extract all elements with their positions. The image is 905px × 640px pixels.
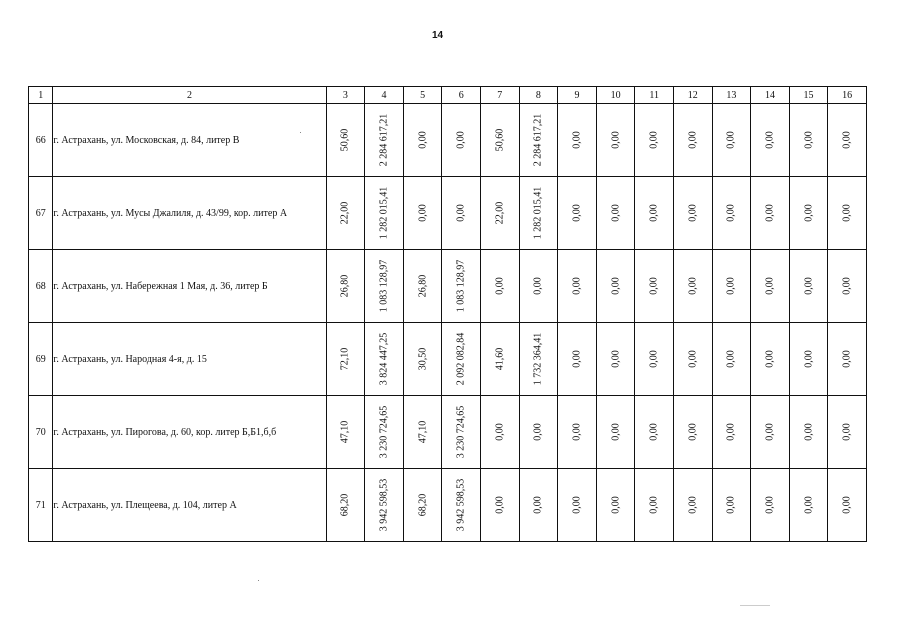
column-header: 3 xyxy=(326,87,365,104)
value-text: 0,00 xyxy=(610,423,622,441)
table-row xyxy=(29,469,867,542)
value-cell xyxy=(789,396,828,469)
value-text: 0,00 xyxy=(571,204,583,222)
value-cell xyxy=(751,250,790,323)
row-number: 67 xyxy=(29,177,53,250)
value-text: 2 284 617,21 xyxy=(532,113,544,167)
value-cell xyxy=(442,104,481,177)
value-text: 0,00 xyxy=(610,204,622,222)
value-cell xyxy=(673,250,712,323)
scan-speck xyxy=(300,132,301,133)
address-cell: г. Астрахань, ул. Московская, д. 84, литер В xyxy=(53,104,326,177)
value-text: 0,00 xyxy=(764,204,776,222)
data-table xyxy=(28,86,867,542)
value-text: 0,00 xyxy=(803,496,815,514)
value-text: 2 284 617,21 xyxy=(378,113,390,167)
value-text: 68,20 xyxy=(417,493,429,517)
value-cell xyxy=(635,323,674,396)
table-row xyxy=(29,104,867,177)
column-header: 15 xyxy=(789,87,828,104)
column-header: 1 xyxy=(29,87,53,104)
value-cell xyxy=(712,250,751,323)
value-text: 68,20 xyxy=(339,493,351,517)
value-text: 26,80 xyxy=(417,274,429,298)
row-number: 68 xyxy=(29,250,53,323)
value-cell xyxy=(635,250,674,323)
scan-speck xyxy=(258,580,259,581)
value-text: 0,00 xyxy=(841,496,853,514)
value-text: 0,00 xyxy=(494,423,506,441)
column-header: 13 xyxy=(712,87,751,104)
value-cell xyxy=(596,323,635,396)
value-cell xyxy=(751,323,790,396)
value-text: 0,00 xyxy=(648,131,660,149)
value-text: 1 083 128,97 xyxy=(378,259,390,313)
column-header: 16 xyxy=(828,87,867,104)
value-cell xyxy=(365,323,404,396)
value-text: 0,00 xyxy=(687,350,699,368)
column-header: 10 xyxy=(596,87,635,104)
row-number: 69 xyxy=(29,323,53,396)
value-text: 2 092 082,84 xyxy=(455,332,467,386)
value-cell xyxy=(789,323,828,396)
value-text: 0,00 xyxy=(764,423,776,441)
value-text: 0,00 xyxy=(803,204,815,222)
value-text: 0,00 xyxy=(417,204,429,222)
value-text: 0,00 xyxy=(417,131,429,149)
value-text: 47,10 xyxy=(417,420,429,444)
value-cell xyxy=(789,469,828,542)
table-row xyxy=(29,323,867,396)
value-cell xyxy=(365,177,404,250)
value-cell xyxy=(596,469,635,542)
value-text: 30,50 xyxy=(417,347,429,371)
value-text: 0,00 xyxy=(725,423,737,441)
value-cell xyxy=(635,396,674,469)
value-cell xyxy=(673,396,712,469)
value-cell xyxy=(403,177,442,250)
column-header: 6 xyxy=(442,87,481,104)
value-text: 0,00 xyxy=(610,350,622,368)
value-cell xyxy=(596,396,635,469)
value-cell xyxy=(635,104,674,177)
value-cell xyxy=(480,469,519,542)
value-text: 3 942 598,53 xyxy=(378,478,390,532)
value-cell xyxy=(673,177,712,250)
value-cell xyxy=(635,177,674,250)
value-cell xyxy=(403,469,442,542)
value-text: 0,00 xyxy=(648,204,660,222)
value-text: 0,00 xyxy=(841,204,853,222)
value-text: 0,00 xyxy=(571,277,583,295)
value-text: 0,00 xyxy=(648,350,660,368)
value-text: 0,00 xyxy=(803,131,815,149)
value-cell xyxy=(403,250,442,323)
value-text: 41,60 xyxy=(494,347,506,371)
value-cell xyxy=(480,323,519,396)
value-cell xyxy=(442,177,481,250)
value-cell xyxy=(751,177,790,250)
value-cell xyxy=(365,396,404,469)
value-cell xyxy=(828,177,867,250)
column-header: 12 xyxy=(673,87,712,104)
value-text: 3 824 447,25 xyxy=(378,332,390,386)
value-text: 0,00 xyxy=(610,277,622,295)
value-text: 1 282 015,41 xyxy=(378,186,390,240)
value-cell xyxy=(828,104,867,177)
value-text: 0,00 xyxy=(571,496,583,514)
value-cell xyxy=(403,323,442,396)
column-header: 8 xyxy=(519,87,558,104)
value-text: 0,00 xyxy=(725,496,737,514)
value-cell xyxy=(519,469,558,542)
value-text: 0,00 xyxy=(764,350,776,368)
value-cell xyxy=(403,104,442,177)
value-cell xyxy=(480,250,519,323)
address-cell: г. Астрахань, ул. Мусы Джалиля, д. 43/99, кор. литер А xyxy=(53,177,326,250)
value-text: 0,00 xyxy=(648,496,660,514)
value-text: 0,00 xyxy=(494,496,506,514)
value-text: 47,10 xyxy=(339,420,351,444)
row-number: 71 xyxy=(29,469,53,542)
table-row xyxy=(29,177,867,250)
scan-speck xyxy=(740,605,770,606)
value-text: 0,00 xyxy=(841,131,853,149)
value-cell xyxy=(480,396,519,469)
value-text: 0,00 xyxy=(532,496,544,514)
value-cell xyxy=(596,250,635,323)
value-text: 0,00 xyxy=(687,131,699,149)
value-text: 0,00 xyxy=(648,277,660,295)
value-cell xyxy=(403,396,442,469)
value-cell xyxy=(789,104,828,177)
value-cell xyxy=(635,469,674,542)
address-cell: г. Астрахань, ул. Набережная 1 Мая, д. 36, литер Б xyxy=(53,250,326,323)
value-cell xyxy=(789,177,828,250)
value-text: 1 282 015,41 xyxy=(532,186,544,240)
page-number: 14 xyxy=(431,30,444,41)
value-cell xyxy=(326,323,365,396)
row-number: 66 xyxy=(29,104,53,177)
value-cell xyxy=(480,177,519,250)
value-cell xyxy=(789,250,828,323)
value-text: 1 083 128,97 xyxy=(455,259,467,313)
value-text: 72,10 xyxy=(339,347,351,371)
value-text: 50,60 xyxy=(339,128,351,152)
table-row xyxy=(29,250,867,323)
value-text: 0,00 xyxy=(841,277,853,295)
address-cell: г. Астрахань, ул. Пирогова, д. 60, кор. литер Б,Б1,б,б xyxy=(53,396,326,469)
column-header: 9 xyxy=(558,87,597,104)
value-cell xyxy=(442,469,481,542)
value-cell xyxy=(828,250,867,323)
value-cell xyxy=(326,469,365,542)
value-text: 0,00 xyxy=(803,277,815,295)
value-cell xyxy=(326,396,365,469)
value-cell xyxy=(712,323,751,396)
value-text: 0,00 xyxy=(841,350,853,368)
value-text: 0,00 xyxy=(455,204,467,222)
value-text: 0,00 xyxy=(687,277,699,295)
header-row xyxy=(29,87,867,104)
value-text: 0,00 xyxy=(687,423,699,441)
value-text: 0,00 xyxy=(725,131,737,149)
value-cell xyxy=(828,469,867,542)
column-header: 2 xyxy=(53,87,326,104)
value-text: 0,00 xyxy=(764,131,776,149)
value-cell xyxy=(751,469,790,542)
value-cell xyxy=(442,250,481,323)
value-cell xyxy=(673,104,712,177)
value-cell xyxy=(519,250,558,323)
value-text: 3 230 724,65 xyxy=(455,405,467,459)
value-text: 0,00 xyxy=(571,423,583,441)
value-cell xyxy=(712,396,751,469)
value-cell xyxy=(326,250,365,323)
value-cell xyxy=(519,177,558,250)
value-text: 0,00 xyxy=(571,131,583,149)
value-text: 26,80 xyxy=(339,274,351,298)
value-text: 0,00 xyxy=(764,496,776,514)
value-cell xyxy=(828,323,867,396)
value-text: 0,00 xyxy=(610,131,622,149)
value-text: 0,00 xyxy=(725,350,737,368)
value-cell xyxy=(712,177,751,250)
column-header: 5 xyxy=(403,87,442,104)
value-text: 0,00 xyxy=(455,131,467,149)
value-cell xyxy=(558,177,597,250)
value-text: 0,00 xyxy=(841,423,853,441)
value-text: 0,00 xyxy=(532,423,544,441)
value-cell xyxy=(442,323,481,396)
value-cell xyxy=(365,250,404,323)
value-cell xyxy=(751,396,790,469)
value-cell xyxy=(442,396,481,469)
value-text: 1 732 364,41 xyxy=(532,332,544,386)
value-cell xyxy=(326,177,365,250)
value-cell xyxy=(596,177,635,250)
value-cell xyxy=(673,323,712,396)
value-cell xyxy=(751,104,790,177)
value-text: 3 230 724,65 xyxy=(378,405,390,459)
column-header: 14 xyxy=(751,87,790,104)
value-text: 0,00 xyxy=(725,277,737,295)
value-cell xyxy=(558,396,597,469)
value-cell xyxy=(519,396,558,469)
value-cell xyxy=(673,469,712,542)
value-text: 0,00 xyxy=(803,423,815,441)
value-cell xyxy=(558,104,597,177)
value-cell xyxy=(365,104,404,177)
value-text: 0,00 xyxy=(687,204,699,222)
value-cell xyxy=(326,104,365,177)
value-cell xyxy=(365,469,404,542)
value-text: 22,00 xyxy=(494,201,506,225)
value-cell xyxy=(519,104,558,177)
value-text: 0,00 xyxy=(803,350,815,368)
value-text: 0,00 xyxy=(725,204,737,222)
value-text: 22,00 xyxy=(339,201,351,225)
value-text: 0,00 xyxy=(610,496,622,514)
column-header: 11 xyxy=(635,87,674,104)
table-row xyxy=(29,396,867,469)
value-text: 0,00 xyxy=(764,277,776,295)
value-cell xyxy=(712,104,751,177)
value-text: 0,00 xyxy=(571,350,583,368)
value-text: 0,00 xyxy=(648,423,660,441)
column-header: 4 xyxy=(365,87,404,104)
column-header: 7 xyxy=(480,87,519,104)
value-cell xyxy=(558,469,597,542)
address-cell: г. Астрахань, ул. Народная 4-я, д. 15 xyxy=(53,323,326,396)
value-cell xyxy=(558,323,597,396)
address-cell: г. Астрахань, ул. Плещеева, д. 104, литер А xyxy=(53,469,326,542)
row-number: 70 xyxy=(29,396,53,469)
value-cell xyxy=(480,104,519,177)
value-cell xyxy=(828,396,867,469)
value-cell xyxy=(558,250,597,323)
value-cell xyxy=(596,104,635,177)
value-text: 3 942 598,53 xyxy=(455,478,467,532)
value-text: 50,60 xyxy=(494,128,506,152)
value-text: 0,00 xyxy=(494,277,506,295)
value-text: 0,00 xyxy=(687,496,699,514)
value-text: 0,00 xyxy=(532,277,544,295)
table-body xyxy=(29,87,867,542)
value-cell xyxy=(519,323,558,396)
value-cell xyxy=(712,469,751,542)
